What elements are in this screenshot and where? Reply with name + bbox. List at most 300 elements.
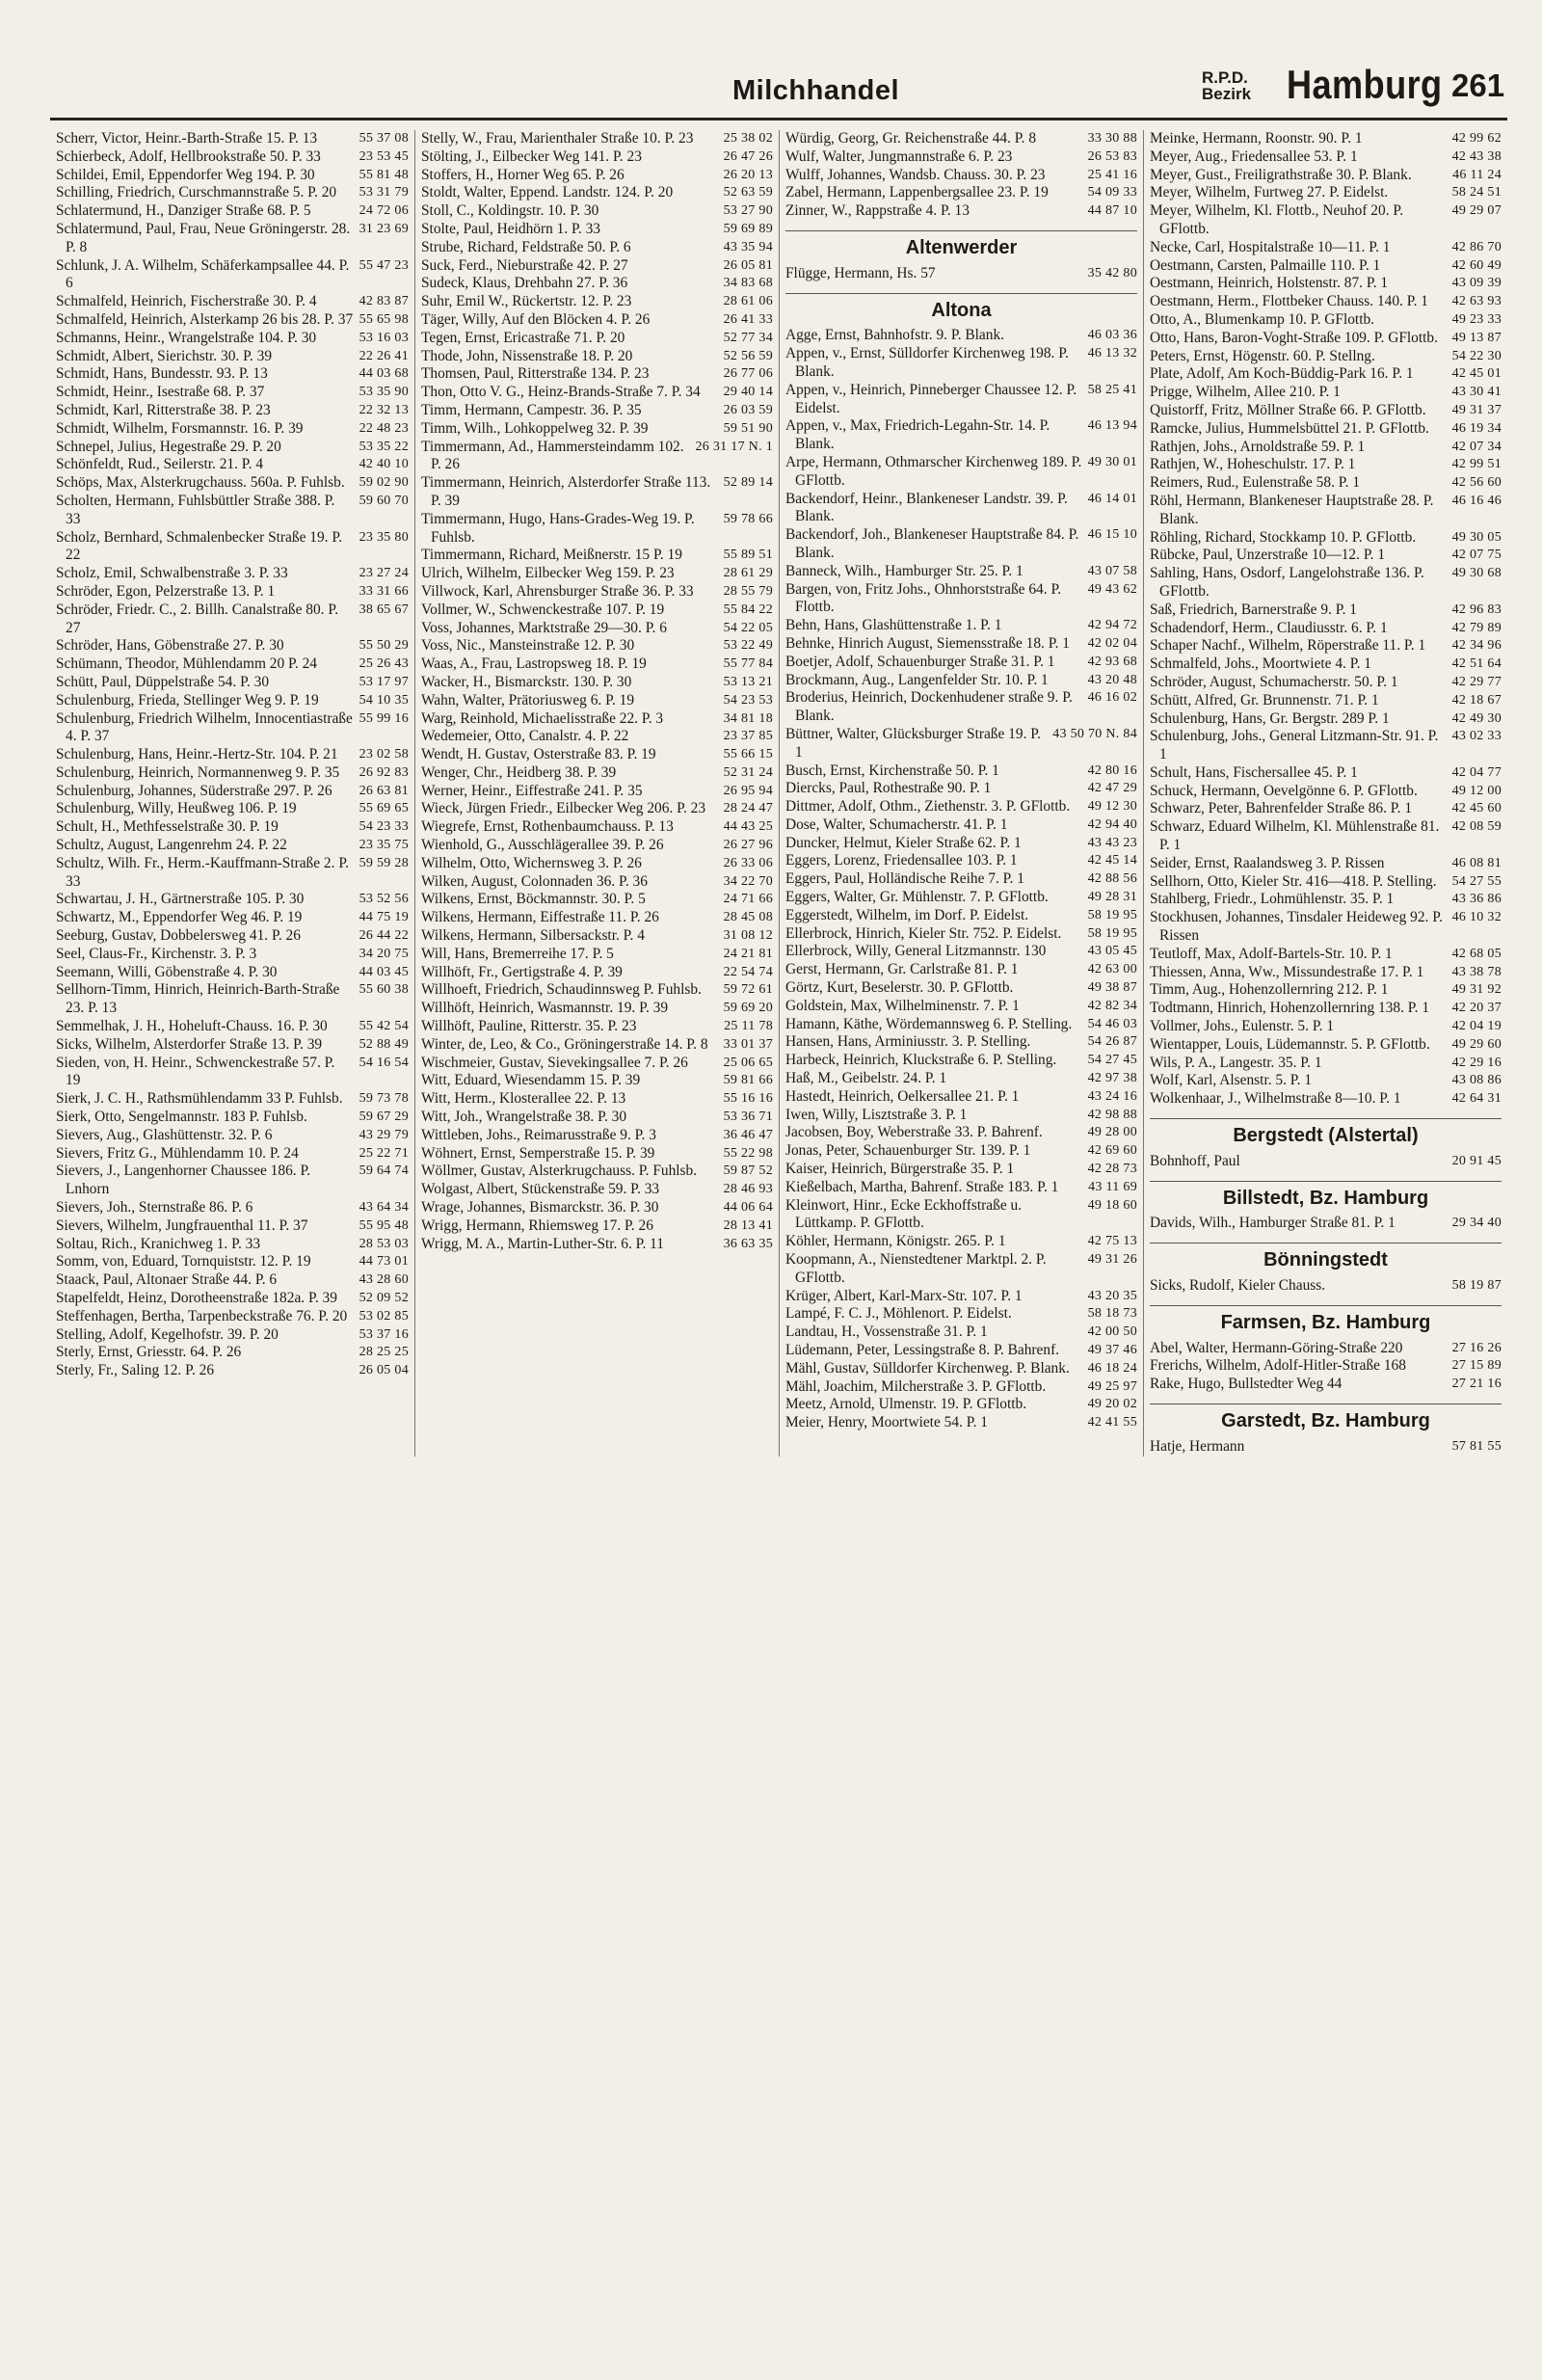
phone-number: 42 64 31	[1451, 1091, 1502, 1107]
phone-number: 53 13 21	[723, 674, 773, 689]
list-item	[1150, 1277, 1502, 1296]
list-item	[421, 275, 773, 293]
list-item	[1150, 1215, 1502, 1233]
phone-number: 23 53 45	[359, 148, 409, 164]
phone-number: 36 46 47	[723, 1127, 773, 1142]
phone-number: 43 08 86	[1451, 1073, 1502, 1088]
list-item	[421, 330, 773, 348]
list-item	[56, 783, 409, 801]
phone-number: 49 28 31	[1087, 890, 1137, 905]
entry-text: Schuck, Hermann, Oevelgönne 6. P. GFlottb.	[1150, 782, 1418, 799]
entry-text: Schlatermund, H., Danziger Straße 68. P. 5	[56, 202, 311, 220]
phone-number: 43 07 58	[1087, 563, 1137, 578]
phone-number: 57 81 55	[1451, 1438, 1502, 1454]
list-item	[56, 1145, 409, 1163]
entry-text: Meyer, Gust., Freiligrathstraße 30. P. Blank.	[1150, 166, 1412, 183]
entry-text: Frerichs, Wilhelm, Adolf-Hitler-Straße 168	[1150, 1357, 1406, 1375]
entry-text: Schnepel, Julius, Hegestraße 29. P. 20	[56, 438, 281, 455]
phone-number: 43 29 79	[359, 1127, 409, 1142]
entry-text: Wienhold, G., Ausschlägerallee 39. P. 26	[421, 837, 664, 854]
entry-text: Wolf, Karl, Alsenstr. 5. P. 1	[1150, 1072, 1313, 1089]
entry-text: Meyer, Aug., Friedensallee 53. P. 1	[1150, 147, 1358, 165]
list-item	[56, 365, 409, 384]
list-item	[56, 602, 409, 638]
phone-number: 43 20 48	[1087, 672, 1137, 687]
phone-number: 58 19 95	[1087, 907, 1137, 923]
list-item	[421, 583, 773, 602]
entry-text: Schmidt, Wilhelm, Forsmannstr. 16. P. 39	[56, 419, 304, 437]
list-item	[1150, 764, 1502, 783]
entry-text: Schulenburg, Hans, Gr. Bergstr. 289 P. 1	[1150, 709, 1390, 727]
entry-text: Steffenhagen, Bertha, Tarpenbeckstraße 76. P. 20	[56, 1307, 348, 1324]
phone-number: 59 73 78	[359, 1091, 409, 1107]
phone-number: 42 88 56	[1087, 871, 1137, 887]
entry-text: Somm, von, Eduard, Tornquiststr. 12. P. 19	[56, 1253, 311, 1270]
phone-number: 43 11 69	[1088, 1179, 1137, 1194]
phone-number: 26 05 04	[359, 1363, 409, 1378]
phone-number: 25 11 78	[724, 1019, 773, 1034]
list-item	[785, 202, 1137, 221]
list-item	[785, 635, 1137, 654]
list-item	[56, 565, 409, 583]
phone-number: 42 82 34	[1087, 998, 1137, 1013]
entry-text: Behnke, Hinrich August, Siemensstraße 18. P. 1	[785, 634, 1070, 652]
list-item	[1150, 1036, 1502, 1055]
phone-number: 31 23 69	[359, 221, 409, 236]
phone-number: 59 81 66	[723, 1073, 773, 1088]
phone-number: 43 02 33	[1451, 729, 1502, 744]
phone-number: 42 04 19	[1451, 1019, 1502, 1034]
phone-number: 53 36 71	[723, 1110, 773, 1125]
phone-number: 34 20 75	[359, 946, 409, 961]
phone-number: 42 63 93	[1451, 294, 1502, 309]
entry-text: Schulenburg, Heinrich, Normannenweg 9. P. 35	[56, 763, 340, 781]
phone-number: 26 05 81	[723, 257, 773, 273]
entry-text: Sievers, Fritz G., Mühlendamm 10. P. 24	[56, 1144, 299, 1162]
list-item	[56, 402, 409, 420]
phone-number: 22 54 74	[723, 964, 773, 979]
list-item	[421, 728, 773, 746]
list-item	[421, 130, 773, 148]
list-item	[421, 764, 773, 783]
phone-number: 52 31 24	[723, 764, 773, 780]
list-item	[421, 184, 773, 202]
phone-number: 43 30 41	[1451, 385, 1502, 400]
phone-number: 26 27 96	[723, 838, 773, 853]
phone-number: 49 30 05	[1451, 529, 1502, 545]
phone-number: 43 36 86	[1451, 892, 1502, 907]
entry-text: Soltau, Rich., Kranichweg 1. P. 33	[56, 1235, 261, 1252]
entry-text: Wils, P. A., Langestr. 35. P. 1	[1150, 1054, 1322, 1071]
phone-number: 31 08 12	[723, 928, 773, 944]
entry-text: Stoldt, Walter, Eppend. Landstr. 124. P. 20	[421, 184, 674, 201]
entry-text: Saß, Friedrich, Barnerstraße 9. P. 1	[1150, 601, 1357, 618]
list-item	[1150, 293, 1502, 311]
phone-number: 58 19 95	[1087, 925, 1137, 941]
list-item	[785, 889, 1137, 907]
list-item	[421, 855, 773, 873]
phone-number: 54 27 45	[1087, 1053, 1137, 1068]
phone-number: 42 47 29	[1087, 781, 1137, 796]
phone-number: 43 05 45	[1087, 944, 1137, 959]
phone-number: 53 22 49	[723, 638, 773, 654]
list-item	[785, 925, 1137, 944]
list-item	[1150, 1072, 1502, 1090]
entry-text: Backendorf, Joh., Blankeneser Hauptstraße 84. P. Blank.	[785, 526, 1079, 561]
list-item	[56, 1271, 409, 1290]
phone-number: 49 28 00	[1087, 1125, 1137, 1140]
phone-number: 28 55 79	[723, 583, 773, 599]
list-item	[56, 1199, 409, 1217]
phone-number: 54 46 03	[1087, 1016, 1137, 1031]
list-item	[56, 257, 409, 294]
phone-number: 42 51 64	[1451, 656, 1502, 672]
list-item	[421, 293, 773, 311]
phone-number: 42 56 60	[1451, 475, 1502, 491]
entry-text: Witt, Eduard, Wiesendamm 15. P. 39	[421, 1072, 641, 1089]
entry-text: Abel, Walter, Hermann-Göring-Straße 220	[1150, 1339, 1403, 1356]
list-item	[1150, 855, 1502, 873]
phone-number: 42 97 38	[1087, 1071, 1137, 1086]
phone-number: 25 22 71	[359, 1145, 409, 1161]
phone-number: 43 35 94	[723, 239, 773, 254]
list-item	[785, 762, 1137, 781]
entry-text: Todtmann, Hinrich, Hohenzollernring 138. P. 1	[1150, 1000, 1430, 1017]
phone-number: 28 61 29	[723, 566, 773, 581]
list-item	[1150, 818, 1502, 855]
list-item	[1150, 439, 1502, 457]
list-item	[1150, 239, 1502, 257]
locality-heading: Garstedt, Bz. Hamburg	[1150, 1404, 1502, 1431]
entry-text: Hamann, Käthe, Wördemannsweg 6. P. Stelling.	[785, 1015, 1073, 1032]
header-rule	[50, 118, 1507, 120]
entry-text: Sterly, Ernst, Griesstr. 64. P. 26	[56, 1344, 242, 1361]
entry-text: Timm, Wilh., Lohkoppelweg 32. P. 39	[421, 419, 649, 437]
phone-number: 42 29 16	[1451, 1055, 1502, 1070]
phone-number: 20 91 45	[1451, 1153, 1502, 1168]
phone-number: 28 24 47	[723, 801, 773, 816]
list-item	[785, 780, 1137, 798]
phone-number: 49 18 60	[1087, 1197, 1137, 1213]
entry-text: Sterly, Fr., Saling 12. P. 26	[56, 1362, 215, 1379]
phone-number: 54 27 55	[1451, 873, 1502, 889]
phone-number: 52 56 59	[723, 348, 773, 363]
phone-number: 58 24 51	[1451, 185, 1502, 201]
phone-number: 34 81 18	[723, 710, 773, 726]
entry-text: Eggers, Walter, Gr. Mühlenstr. 7. P. GFlottb.	[785, 889, 1049, 906]
entry-text: Willhöft, Pauline, Ritterstr. 35. P. 23	[421, 1018, 637, 1035]
list-item	[785, 1251, 1137, 1288]
phone-number: 42 94 72	[1087, 618, 1137, 633]
list-item	[785, 1414, 1137, 1432]
entry-text: Stölting, J., Eilbecker Weg 141. P. 23	[421, 147, 642, 165]
phone-number: 53 31 79	[359, 185, 409, 201]
list-item	[421, 927, 773, 946]
list-item	[421, 1090, 773, 1109]
entry-text: Seel, Claus-Fr., Kirchenstr. 3. P. 3	[56, 945, 257, 962]
entry-text: Otto, Hans, Baron-Voght-Straße 109. P. GFlottb.	[1150, 329, 1438, 346]
entry-text: Wilken, August, Colonnaden 36. P. 36	[421, 872, 648, 890]
entry-text: Kleinwort, Hinr., Ecke Eckhoffstraße u. Lüttkamp. P. GFlottb.	[785, 1196, 1023, 1232]
entry-text: Witt, Joh., Wrangelstraße 38. P. 30	[421, 1109, 627, 1126]
entry-text: Thiessen, Anna, Ww., Missundestraße 17. P. 1	[1150, 963, 1424, 980]
entry-text: Würdig, Georg, Gr. Reichenstraße 44. P. 8	[785, 130, 1037, 147]
phone-number: 23 35 80	[359, 529, 409, 545]
entry-text: Timmermann, Ad., Hammersteindamm 102. P. 26	[421, 438, 684, 473]
list-item	[421, 1109, 773, 1127]
phone-number: 25 38 02	[723, 131, 773, 146]
entry-text: Wulf, Walter, Jungmannstraße 6. P. 23	[785, 147, 1013, 165]
phone-number: 22 32 13	[359, 402, 409, 417]
entry-text: Rübcke, Paul, Unzerstraße 10—12. P. 1	[1150, 547, 1386, 564]
list-item	[421, 402, 773, 420]
phone-number: 44 03 45	[359, 964, 409, 979]
entry-text: Schadendorf, Herm., Claudiusstr. 6. P. 1	[1150, 619, 1388, 636]
phone-number: 42 45 14	[1087, 853, 1137, 869]
list-item	[421, 710, 773, 729]
entry-text: Scholten, Hermann, Fuhlsbüttler Straße 388. P. 33	[56, 492, 335, 527]
list-item	[56, 1163, 409, 1199]
page-header	[50, 58, 1507, 118]
list-item	[421, 384, 773, 402]
list-item	[785, 148, 1137, 167]
entry-text: Röhl, Hermann, Blankeneser Hauptstraße 28. P. Blank.	[1150, 492, 1434, 527]
entry-text: Oestmann, Heinrich, Holstenstr. 87. P. 1	[1150, 275, 1389, 292]
phone-number: 42 04 77	[1451, 764, 1502, 780]
entry-text: Harbeck, Heinrich, Kluckstraße 6. P. Stelling.	[785, 1052, 1057, 1069]
entry-text: Wöllmer, Gustav, Alsterkrugchauss. P. Fuhlsb.	[421, 1163, 698, 1180]
list-item	[56, 420, 409, 439]
phone-number: 53 02 85	[359, 1308, 409, 1324]
entry-text: Witt, Herm., Klosterallee 22. P. 13	[421, 1090, 626, 1108]
entry-text: Wischmeier, Gustav, Sievekingsallee 7. P. 26	[421, 1054, 688, 1071]
list-item	[56, 1236, 409, 1254]
entry-text: Sicks, Wilhelm, Alsterdorfer Straße 13. P. 39	[56, 1035, 323, 1053]
list-item	[785, 526, 1137, 563]
list-item	[1150, 202, 1502, 239]
list-item	[1150, 529, 1502, 548]
list-item	[785, 672, 1137, 690]
list-item	[1150, 909, 1502, 946]
entry-text: Köhler, Hermann, Königstr. 265. P. 1	[785, 1233, 1006, 1250]
list-item	[785, 563, 1137, 581]
list-item	[421, 239, 773, 257]
entry-text: Lampé, F. C. J., Möhlenort. P. Eidelst.	[785, 1305, 1012, 1323]
entry-text: Stahlberg, Friedr., Lohmühlenstr. 35. P. 1	[1150, 891, 1395, 908]
list-item	[785, 1107, 1137, 1125]
entry-text: Schulenburg, Johannes, Süderstraße 297. P. 26	[56, 782, 332, 799]
phone-number: 33 31 66	[359, 583, 409, 599]
phone-number: 55 42 54	[359, 1019, 409, 1034]
phone-number: 43 43 23	[1087, 835, 1137, 850]
entry-text: Sahling, Hans, Osdorf, Langelohstraße 136. P. GFlottb.	[1150, 565, 1424, 600]
phone-number: 42 45 01	[1451, 366, 1502, 382]
entry-text: Schildei, Emil, Eppendorfer Weg 194. P. 30	[56, 166, 315, 183]
entry-text: Wieck, Jürgen Friedr., Eilbecker Weg 206. P. 23	[421, 800, 706, 817]
list-item	[421, 1018, 773, 1036]
list-item	[56, 474, 409, 493]
entry-text: Stockhusen, Johannes, Tinsdaler Heideweg 92. P. Rissen	[1150, 909, 1443, 945]
entry-text: Wulff, Johannes, Wandsb. Chauss. 30. P. 23	[785, 166, 1046, 183]
entry-text: Kießelbach, Martha, Bahrenf. Straße 183. P. 1	[785, 1178, 1059, 1195]
entry-text: Voss, Nic., Mansteinstraße 12. P. 30	[421, 637, 635, 655]
phone-number: 23 02 58	[359, 747, 409, 762]
phone-number: 42 98 88	[1087, 1107, 1137, 1122]
phone-number: 44 87 10	[1087, 203, 1137, 219]
locality-heading: Billstedt, Bz. Hamburg	[1150, 1181, 1502, 1208]
list-item	[785, 907, 1137, 925]
entry-text: Schröder, Hans, Göbenstraße 27. P. 30	[56, 637, 284, 655]
list-item	[785, 852, 1137, 870]
phone-number: 26 33 06	[723, 855, 773, 870]
city-title: Hamburg	[1287, 62, 1443, 107]
phone-number: 26 92 83	[359, 764, 409, 780]
phone-number: 46 16 02	[1087, 690, 1137, 706]
entry-text: Appen, v., Ernst, Sülldorfer Kirchenweg 198. P. Blank.	[785, 345, 1069, 380]
entry-text: Wrigg, M. A., Martin-Luther-Str. 6. P. 11	[421, 1235, 665, 1252]
phone-number: 55 99 16	[359, 710, 409, 726]
phone-number: 55 22 98	[723, 1145, 773, 1161]
phone-number: 42 99 62	[1451, 131, 1502, 146]
phone-number: 26 95 94	[723, 783, 773, 798]
entry-text: Sudeck, Klaus, Drehbahn 27. P. 36	[421, 275, 628, 292]
entry-text: Schmalfeld, Johs., Moortwiete 4. P. 1	[1150, 655, 1371, 673]
entry-text: Appen, v., Heinrich, Pinneberger Chaussee 12. P. Eidelst.	[785, 381, 1077, 416]
phone-number: 43 20 35	[1087, 1288, 1137, 1303]
phone-number: 29 40 14	[723, 385, 773, 400]
entry-text: Oestmann, Carsten, Palmaille 110. P. 1	[1150, 256, 1381, 274]
phone-number: 55 84 22	[723, 602, 773, 617]
phone-number: 42 40 10	[359, 457, 409, 472]
phone-number: 49 30 68	[1451, 566, 1502, 581]
list-item	[56, 311, 409, 330]
entry-text: Ellerbrock, Hinrich, Kieler Str. 752. P. Eidelst.	[785, 924, 1062, 942]
entry-text: Wiegrefe, Ernst, Rothenbaumchauss. P. 13	[421, 818, 674, 836]
phone-number: 49 25 97	[1087, 1378, 1137, 1394]
entry-text: Duncker, Helmut, Kieler Straße 62. P. 1	[785, 834, 1022, 851]
list-item	[1150, 946, 1502, 964]
list-item	[785, 1378, 1137, 1397]
phone-number: 26 03 59	[723, 402, 773, 417]
entry-text: Waas, A., Frau, Lastropsweg 18. P. 19	[421, 655, 647, 673]
list-item	[56, 148, 409, 167]
entry-text: Thon, Otto V. G., Heinz-Brands-Straße 7. P. 34	[421, 384, 701, 401]
list-item	[56, 981, 409, 1018]
entry-text: Busch, Ernst, Kirchenstraße 50. P. 1	[785, 762, 999, 779]
list-item	[785, 327, 1137, 345]
entry-text: Meyer, Wilhelm, Kl. Flottb., Neuhof 20. P. GFlottb.	[1150, 202, 1404, 237]
entry-text: Eggerstedt, Wilhelm, im Dorf. P. Eidelst.	[785, 906, 1029, 923]
phone-number: 59 02 90	[359, 475, 409, 491]
entry-text: Thode, John, Nissenstraße 18. P. 20	[421, 347, 633, 364]
phone-number: 28 46 93	[723, 1182, 773, 1197]
entry-text: Dittmer, Adolf, Othm., Ziethenstr. 3. P. GFlottb.	[785, 798, 1071, 816]
phone-number: 42 34 96	[1451, 638, 1502, 654]
list-item	[421, 257, 773, 276]
phone-number: 24 71 66	[723, 892, 773, 907]
phone-number: 42 29 77	[1451, 674, 1502, 689]
list-item	[1150, 1357, 1502, 1376]
phone-number: 54 16 54	[359, 1055, 409, 1070]
phone-number: 44 43 25	[723, 819, 773, 835]
list-item	[785, 130, 1137, 148]
list-item	[56, 1055, 409, 1091]
phone-number: 55 77 84	[723, 656, 773, 672]
list-item	[421, 1127, 773, 1145]
list-item	[785, 726, 1137, 762]
list-item	[421, 420, 773, 439]
entry-text: Hatje, Hermann	[1150, 1437, 1245, 1455]
list-item	[785, 1197, 1137, 1234]
list-item	[1150, 130, 1502, 148]
entry-text: Schwartau, J. H., Gärtnerstraße 105. P. 30	[56, 891, 305, 908]
phone-number: 55 81 48	[359, 167, 409, 182]
entry-text: Reimers, Rud., Eulenstraße 58. P. 1	[1150, 474, 1361, 492]
entry-text: Schulenburg, Frieda, Stellinger Weg 9. P. 19	[56, 691, 319, 709]
entry-text: Schröder, Egon, Pelzerstraße 13. P. 1	[56, 582, 276, 600]
phone-number: 24 21 81	[723, 946, 773, 961]
phone-number: 49 31 37	[1451, 402, 1502, 417]
list-item	[56, 674, 409, 692]
phone-number: 38 65 67	[359, 602, 409, 617]
list-item	[56, 946, 409, 964]
phone-number: 49 43 62	[1087, 581, 1137, 597]
phone-number: 49 29 07	[1451, 203, 1502, 219]
entry-text: Röhling, Richard, Stockkamp 10. P. GFlottb.	[1150, 528, 1417, 546]
phone-number: 26 31 17 N. 1	[695, 439, 773, 454]
list-item	[1150, 330, 1502, 348]
phone-number: 43 09 39	[1451, 276, 1502, 291]
phone-number: 46 08 81	[1451, 855, 1502, 870]
phone-number: 59 78 66	[723, 511, 773, 526]
list-item	[56, 655, 409, 674]
entry-text: Wilhelm, Otto, Wichernsweg 3. P. 26	[421, 854, 642, 871]
list-item	[1150, 1000, 1502, 1018]
entry-text: Willhoeft, Friedrich, Schaudinnsweg P. Fuhlsb.	[421, 981, 702, 999]
list-item	[56, 927, 409, 946]
list-item	[1150, 547, 1502, 565]
phone-number: 42 86 70	[1451, 239, 1502, 254]
entry-text: Schulenburg, Friedrich Wilhelm, Innocentiastraße 4. P. 37	[56, 709, 353, 745]
list-item	[421, 1217, 773, 1236]
list-item	[56, 583, 409, 602]
entry-text: Behn, Hans, Glashüttenstraße 1. P. 1	[785, 617, 1002, 634]
list-item	[421, 674, 773, 692]
list-item	[785, 617, 1137, 635]
list-item	[421, 474, 773, 511]
phone-number: 59 69 89	[723, 221, 773, 236]
phone-number: 26 20 13	[723, 167, 773, 182]
entry-text: Prigge, Wilhelm, Allee 210. P. 1	[1150, 384, 1341, 401]
list-item	[785, 1360, 1137, 1378]
entry-text: Meetz, Arnold, Ulmenstr. 19. P. GFlottb.	[785, 1396, 1027, 1413]
entry-text: Hansen, Hans, Arminiusstr. 3. P. Stelling.	[785, 1033, 1031, 1051]
list-item	[1150, 783, 1502, 801]
entry-text: Schmidt, Karl, Ritterstraße 38. P. 23	[56, 401, 271, 418]
region-label-line-1: R.P.D.	[1202, 68, 1248, 87]
entry-text: Schult, H., Methfesselstraße 30. P. 19	[56, 818, 279, 836]
list-item	[421, 692, 773, 710]
phone-number: 34 83 68	[723, 276, 773, 291]
list-item	[421, 620, 773, 638]
phone-number: 46 03 36	[1087, 328, 1137, 343]
entry-text: Stapelfeldt, Heinz, Dorotheenstraße 182a. P. 39	[56, 1290, 337, 1306]
phone-number: 44 75 19	[359, 910, 409, 925]
phone-number: 53 17 97	[359, 674, 409, 689]
phone-number: 55 47 23	[359, 257, 409, 273]
list-item	[56, 439, 409, 457]
phone-number: 59 60 70	[359, 493, 409, 508]
